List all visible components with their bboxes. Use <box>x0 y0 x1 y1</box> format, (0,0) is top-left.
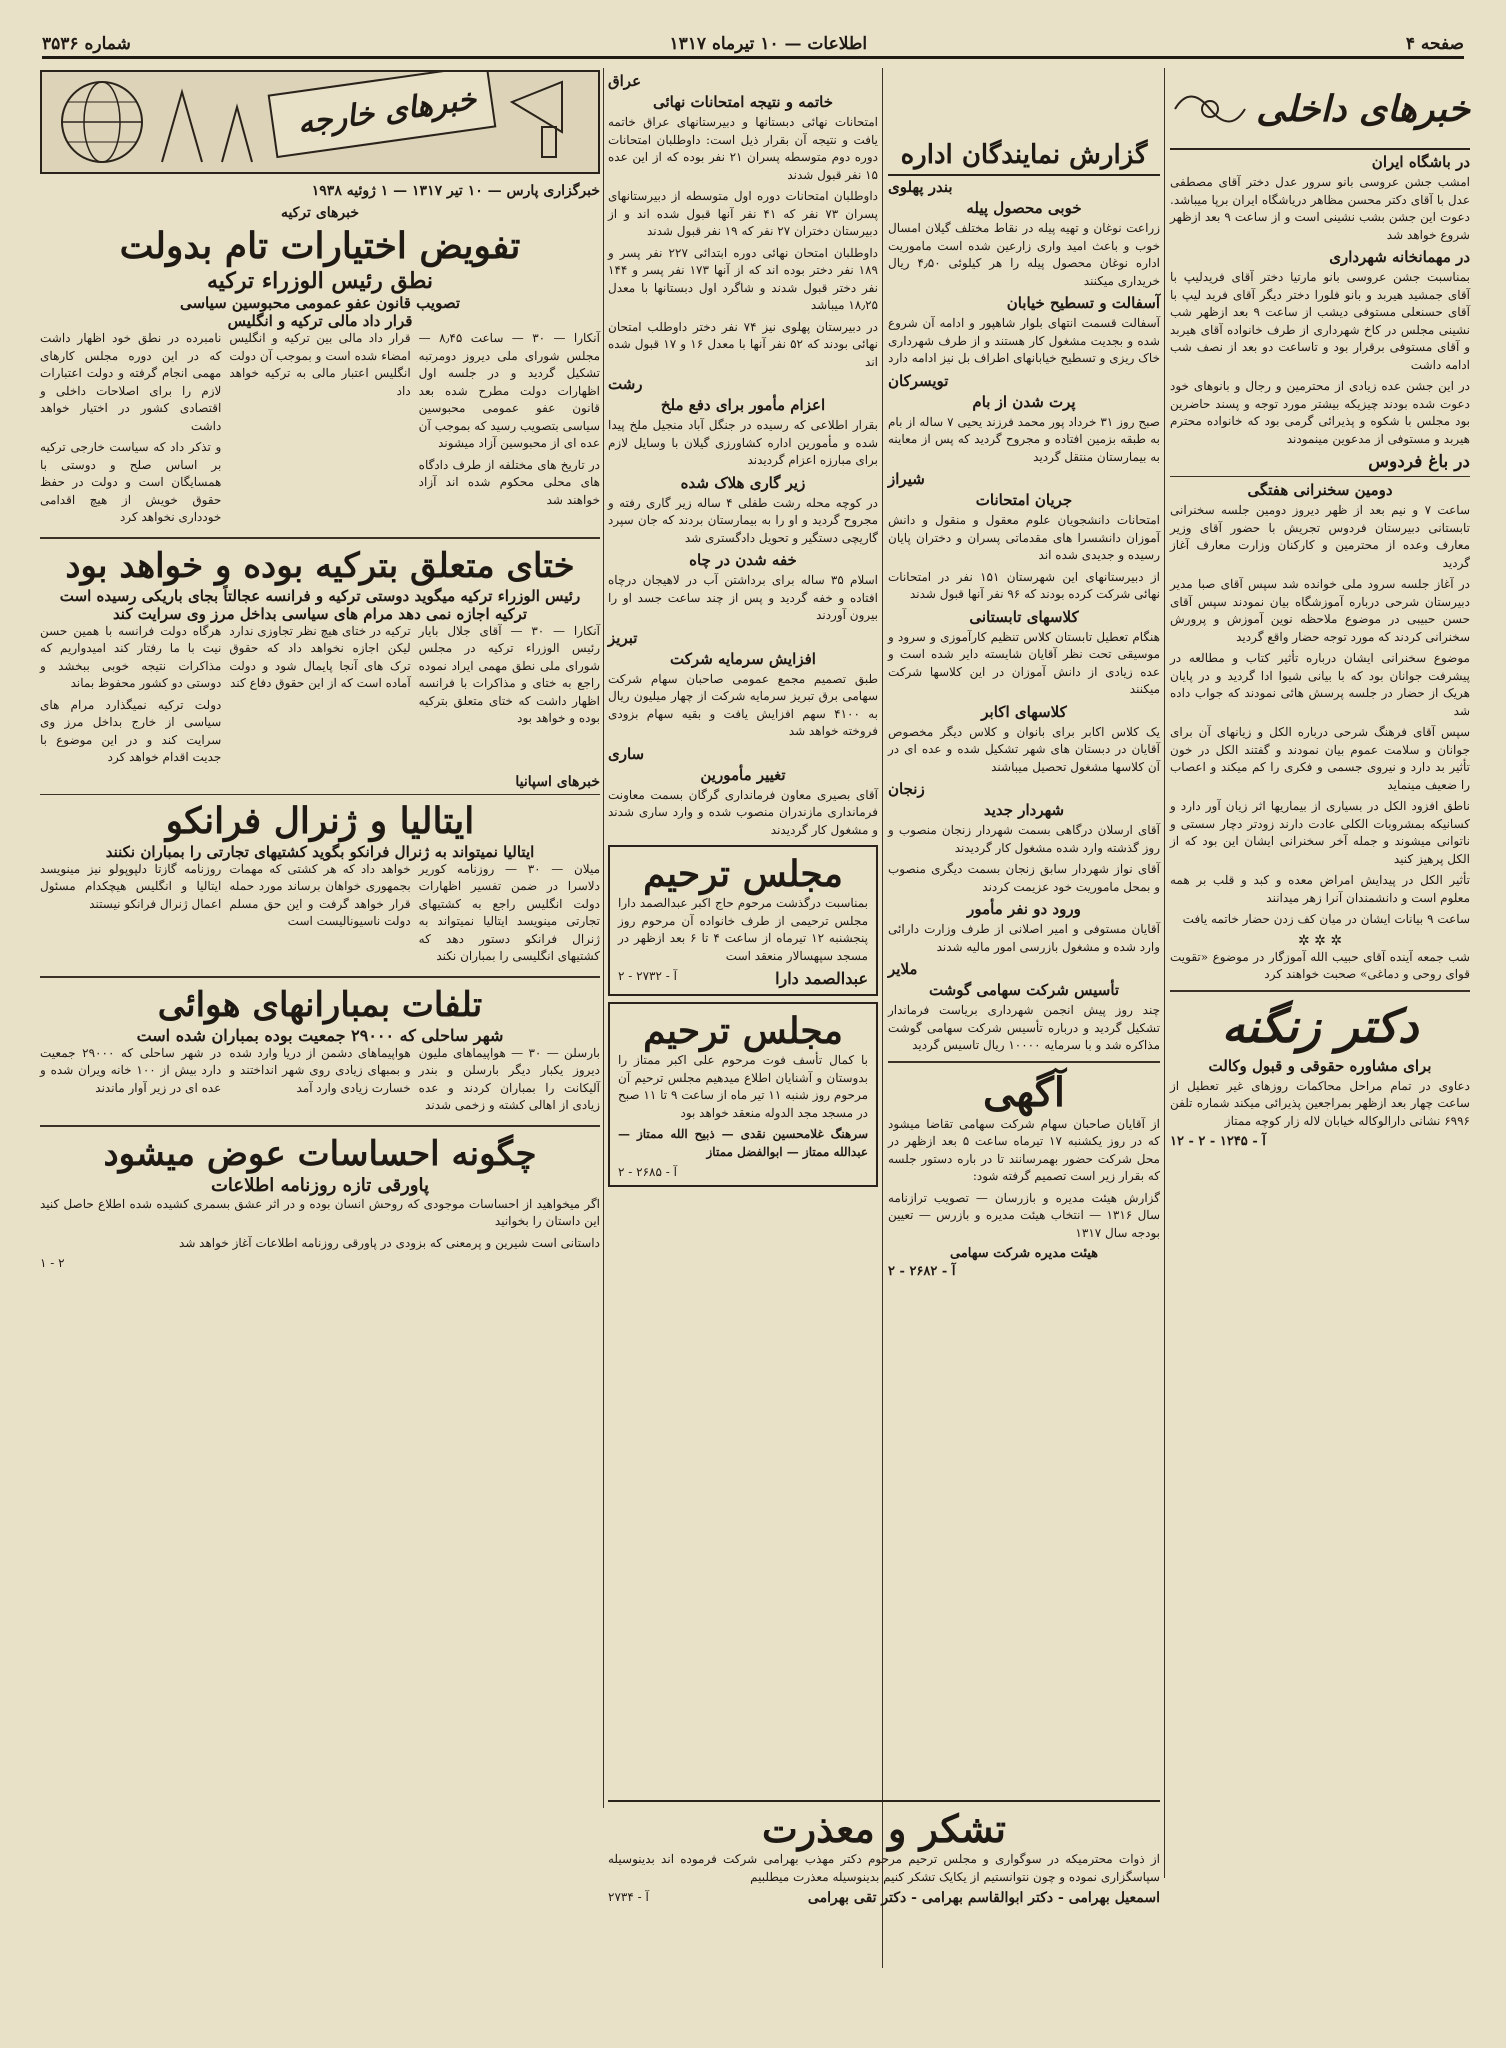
adult-text: یک کلاس اکابر برای بانوان و کلاس دیگر مخصوص آقایان در دبستان های شهر تشکیل شده و عده ای در آن کلاسها مشغول تحصیل میباشند <box>888 724 1160 774</box>
officer-text: آقای بصیری معاون فرمانداری گرگان بسمت معاونت فرمانداری مازندران منصوب شده و وارد ساری شدند و مشغول کار گردیدند <box>608 787 878 837</box>
mayor-text: آقای ارسلان درگاهی بسمت شهردار زنجان منصوب و روز گذشته وارد شده مشغول کار گردیدند <box>888 823 1160 855</box>
thanks-ref: آ - ۲۷۳۴ <box>608 1890 649 1904</box>
notice-ad <box>888 1069 1160 1280</box>
summer-title: کلاسهای تابستانی <box>969 607 1079 626</box>
subhead-finance: قرار داد مالی ترکیه و انگلیس <box>227 312 413 330</box>
speech-text-2: در آغاز جلسه سرود ملی خوانده شد سپس آقای صبا مدیر دبیرستان شرحی درباره آموزشگاه بیان نمودند سپس آقای حسن حبیبی در موضوع ملاحظه نوین آموزش و پرورش سخنرانی کردند که مورد توجه حضار واقع گردید <box>1170 577 1470 644</box>
thanks-title: تشکر و معذرت <box>762 1806 1006 1851</box>
fall-text: صبح روز ۳۱ خرداد پور محمد فرزند یحیی ۷ ساله از بام به طبقه بزمین افتاده و مجروح گردید که پس از معاینه به بیمارستان منتقل گردید <box>888 414 1160 464</box>
article-text: در تاریخ های مختلفه از طرف دادگاه های محلی محکوم شده اند آزاد خواهند شد <box>418 457 600 507</box>
municipal-text-2: در این جشن عده زیادی از محترمین و رجال و بانوهای خود دعوت شده بودند چیزیکه بیشتر مورد توجه و پسند حاضرین بود مجلس با شکوه و پذیرائی گرمی بود که خانواده محترم هیربد و مستوفی از مدعوین مینمودند <box>1170 379 1470 446</box>
domestic-header-title: خبرهای داخلی <box>1256 88 1470 130</box>
article-text: ترکیه در ختای هیچ نظر تجاوزی ندارد لیکن اجازه نخواهد داد که حقوق ترک های آنجا پایمال شود و دولت آماده است که از این حقوق دفاع کند <box>229 623 411 690</box>
subhead-amnesty: تصویب قانون عفو عمومی محبوسین سیاسی <box>179 294 461 312</box>
fall-title: پرت شدن از بام <box>972 392 1076 411</box>
cotton-title: خوبی محصول پیله <box>966 199 1082 217</box>
condolence-ref: آ - ۲۶۸۵ - ۲ <box>618 1165 677 1179</box>
adult-title: کلاسهای اکابر <box>981 702 1067 721</box>
speech-text-6: تأثیر الکل در پیدایش امراض معده و کبد و قلب بر همه معلوم است و دانشمندان آنرا زهر میدانند <box>1170 873 1470 905</box>
foreign-news-column <box>40 70 600 1270</box>
city-label: تویسرکان <box>888 371 949 390</box>
doctor-ad <box>1170 998 1470 1150</box>
notice-title: آگهی <box>983 1068 1065 1116</box>
speech-next: شب جمعه آینده آقای حبیب الله آموزگار در موضوع «تقویت قوای روحی و دماغی» صحبت خواهند کرد <box>1170 949 1470 981</box>
condolence-text: با کمال تأسف فوت مرحوم علی اکبر ممتاز را بدوستان و آشنایان اطلاع میدهیم مجلس ترحیم آن مرحوم روز شنبه ۱۱ تیر ماه از ساعت ۹ تا ۱۱ صبح در مسجد مجد الدوله منعقد خواهد بود <box>618 1053 869 1120</box>
masthead-date: اطلاعات — ۱۰ تیرماه ۱۳۱۷ <box>669 34 868 54</box>
condolence-ref: آ - ۲۷۳۲ - ۲ <box>618 969 677 983</box>
city-label: شیراز <box>888 470 925 488</box>
summer-text: هنگام تعطیل تابستان کلاس تنظیم کارآموزی و سرود و موسیقی تحت نظر آقایان شایسته دایر شده است و عده زیادی از دانش آموزان در این کلاسها شرکت میکنند <box>888 629 1160 696</box>
city-label: زنجان <box>888 780 925 798</box>
thanks-text: از ذوات محترمیکه در سوگواری و مجلس ترحیم مرحوم دکتر مهذب بهرامی شرکت فرموده اند بدینوسیله سپاسگزاری نموده و چون نتوانستیم از یکایک تشکر کنیم بدینوسیله معذرت میطلبیم <box>608 1852 1160 1884</box>
drown-title: زیر گاری هلاک شده <box>680 473 806 492</box>
agency-line: خبرگزاری پارس — ۱۰ تیر ۱۳۱۷ — ۱ ژوئیه ۱۹۳۸ <box>311 183 600 199</box>
article-text: روزنامه گازتا دلپوپولو نیز مینویسد ایتالیا و انگلیس هیچکدام مسئول اعمال ژنرال فرانکو نیستند <box>40 861 222 911</box>
condolence-title: مجلس ترحیم <box>643 1010 843 1052</box>
foreign-news-banner <box>40 70 600 174</box>
cotton-text: زراعت نوغان و تهیه پیله در نقاط مختلف گیلان امسال خوب و باعث امید واری زارعین شده است ماموریت اداره نوغان محصول پیله را هر کیلوئی ۴٫۵۰ ریال خریداری میکنند <box>888 221 1161 288</box>
iraq-text-4: در دبیرستان پهلوی نیز ۷۴ نفر دختر داوطلب امتحان نهائی بودند که ۵۲ نفر آنها با معدل ۱۶ و ۱۷ قبول شده اند <box>608 319 879 369</box>
masthead <box>42 32 1464 59</box>
clerks-text: آقایان مستوفی و امیر اصلانی از طرف وزارت دارائی وارد شده و مشغول بازرسی امور مالیه شدند <box>888 922 1160 954</box>
subhead-air-raids: شهر ساحلی که ۲۹۰۰۰ جمعیت بوده بمباران شده است <box>136 1025 504 1045</box>
condolence-box-1 <box>608 845 878 996</box>
city-label: بندر پهلوی <box>888 178 953 196</box>
article-text: هواپیماهای دشمن از دریا وارد شده و بمبهای زیادی روی شهر انداختند و خسارت زیادی وارد آمد <box>229 1045 411 1095</box>
notice-sign: هیئت مدیره شرکت سهامی <box>949 1246 1099 1261</box>
foreign-news-title: خبرهای خارجه <box>295 81 479 142</box>
mayor-text-2: آقای نواز شهردار سابق زنجان بسمت دیگری منصوب و بمحل ماموریت خود عزیمت کردند <box>888 862 1160 894</box>
locust-title: اعزام مأمور برای دفع ملخ <box>660 396 826 414</box>
turkey-label: خبرهای ترکیه <box>280 205 360 221</box>
condolence-names: سرهنگ غلامحسین نقدی — ذبیح الله ممتاز — عبدالله ممتاز — ابوالفضل ممتاز <box>618 1127 868 1159</box>
article-text: آنکارا — ۳۰ — ساعت ۸٫۴۵ — مجلس شورای ملی دیروز دومرتبه تشکیل گردید و در جلسه اول اظهارات دولت مطرح شده بعد قانون عفو عمومی محبوسین سیاسی بتصویب رسید که بموجب آن عده ای از محبوسین آزاد میشوند <box>418 331 600 450</box>
condolence-box-2 <box>608 1002 878 1187</box>
article-text: میلان — ۳۰ — روزنامه کوریر دلاسرا در ضمن تفسیر اظهارات دولت انگلیس راجع به کشتیهای تجارتی مینویسد ایتالیا نمیتواند به ژنرال فرانکو دستور دهد که کشتیهای انگلیسی را بمباران نکند <box>418 861 600 963</box>
article-text: داستانی است شیرین و پرمعنی که بزودی در پاورقی روزنامه اطلاعات آغاز خواهد شد <box>179 1235 600 1250</box>
exam-text-2: از دبیرستانهای این شهرستان ۱۵۱ نفر در امتحانات نهائی شرکت کرده بودند که ۹۶ نفر آنها قبول شدند <box>888 569 1160 601</box>
column-divider <box>1164 68 1165 1878</box>
speech-text-3: موضوع سخنرانی ایشان درباره تأثیر کتاب و مطالعه در پیشرفت جوانان بود که با بیانی شیوا ادا گردید و در پایان هریک از حضار در جلسه پرسش هائی نمودند که جواب داده شد <box>1170 651 1470 718</box>
domestic-news-column <box>1170 70 1470 1152</box>
iraq-text-2: داوطلبان امتحانات دوره اول متوسطه از دبیرستانهای پسران ۷۳ نفر که ۴۱ نفر آنها قبول شده اند و از دبیرستان دختران ۲۷ نفر که ۱۹ نفر قبول شدند <box>608 189 878 238</box>
club-title: در باشگاه ایران <box>1371 153 1470 171</box>
domestic-header <box>1170 70 1470 150</box>
article-text: در شهر ساحلی که ۲۹۰۰۰ جمعیت دارد بیش از ۱۰۰ خانه ویران شده و عده ای در زیر آوار ماندند <box>40 1045 222 1095</box>
article-text: دولت ترکیه نمیگذارد مرام های سیاسی از خارج بداخل مرز وی سرایت کند و در این موضوع با جدیت اقدام خواهد کرد <box>40 697 222 764</box>
city-label: ساری <box>608 744 645 763</box>
city-label: رشت <box>608 375 643 393</box>
article-text: اگر میخواهید از احساسات موجودی که روحش انسان بوده و در اثر عشق بسمری کشیده شده اطلاع حاصل کنید این داستان را بخوانید <box>40 1196 600 1228</box>
issue-number: شماره ۳۵۳۶ <box>42 34 131 54</box>
club-text: امشب جشن عروسی بانو سرور عدل دختر آقای مصطفی عدل با آقای دکتر محسن مظاهر دریاشگاه ایران برپا میباشد. دعوت این جشن بشب نشینی است و از ساعت ۹ بعد ازظهر شروع خواهد شد <box>1170 175 1471 242</box>
headline-italy-franco: ایتالیا و ژنرال فرانکو <box>165 799 475 842</box>
notice-items: گزارش هیئت مدیره و بازرسان — تصویب ترازنامه سال ۱۳۱۶ — انتخاب هیئت مدیره و بازرس — تعیین بودجه سال ۱۳۱۷ <box>888 1190 1161 1240</box>
exam-text: امتحانات دانشجویان علوم معقول و منقول و دانش آموزان دانشسرا های مقدماتی پسران و دختران پایان رسیده و جدیدی شده اند <box>888 513 1160 562</box>
headline-serial: چگونه احساسات عوض میشود <box>103 1133 537 1174</box>
speech-text-4: سپس آقای فرهنگ شرحی درباره الکل و زیانهای آن برای جوانان و سلامت عموم بیان نمودند و گفتند الکل در خون تأثیر بد دارد و نیروی جسمی و فکری را کم میکند و اعصاب را ضعیف مینماید <box>1170 725 1470 792</box>
ornament-icon <box>1170 79 1250 139</box>
iraq-text-1: امتحانات نهائی دبستانها و دبیرستانهای عراق خاتمه یافت و نتیجه آن بقرار ذیل است: داوطلبان امتحانات دوره دوم متوسطه پسران ۲۱ نفر بوده که از این عده ۱۵ نفر قبول شدند <box>608 115 878 182</box>
article-text: بارسلن — ۳۰ — هواپیماهای ملیون دیروز یکبار دیگر بارسلن و بندر آلیکانت را بمباران کردند و عده زیادی از اهالی کشته و زخمی شدند <box>418 1045 600 1112</box>
speech-text-5: ناطق افزود الکل در بسیاری از بیماریها اثر زیان آور دارد و کسانیکه بمشروبات الکلی عادت دارند زودتر دچار سستی و ناتوانی میشوند و جمله آخر سخنرانی ایشان این بود که از الکل پرهیز کنید <box>1170 799 1470 866</box>
thanks-sign: اسمعیل بهرامی - دکتر ابوالقاسم بهرامی - دکتر تقی بهرامی <box>807 1890 1160 1906</box>
capital-text: طبق تصمیم مجمع عمومی صاحبان سهام شرکت سهامی برق تبریز سرمایه شرکت از چهار میلیون ریال به ۴۱۰۰ سهم افزایش یافت و بقیه سهام بزودی فروخته خواهد شد <box>608 671 878 738</box>
column-divider <box>603 68 604 1808</box>
condolence-title: مجلس ترحیم <box>643 853 843 895</box>
locust-text: بقرار اطلاعی که رسیده در جنگل آباد منجیل ملخ پیدا شده و مأمورین اداره کشاورزی گیلان با وسایل لازم برای مبارزه اعزام گردیدند <box>608 418 878 467</box>
doctor-text: دعاوی در تمام مراحل محاکمات روزهای غیر تعطیل از ساعت چهار بعد ازظهر بمراجعین پذیرائی میکند شماره تلفن ۶۹۹۶ نشانی دارالوکاله خیابان لاله زار کوچه ممتاز <box>1170 1078 1470 1128</box>
reporters-column <box>888 70 1160 1282</box>
condolence-text: بمناسبت درگذشت مرحوم حاج اکبر عبدالصمد دارا مجلس ترحیمی از طرف خانواده آن مرحوم روز پنجشنبه ۱۲ تیرماه از ساعت ۴ تا ۶ بعد ازظهر در مسجد سپهسالار منعقد است <box>618 896 869 963</box>
doctor-line: برای مشاوره حقوقی و قبول وکالت <box>1208 1056 1432 1075</box>
article-text: قرار داد مالی بین ترکیه و انگلیس امضاء شده است و بموجب آن دولت انگلیس اعتبار مالی به ترکیه خواهد داد <box>229 331 411 398</box>
serial-ref: ۲ - ۱ <box>40 1256 65 1270</box>
subhead-turkey-speech: نطق رئیس الوزراء ترکیه <box>207 268 433 294</box>
notice-ref: آ - ۲۶۸۲ - ۲ <box>888 1264 956 1279</box>
city-label: ملایر <box>888 960 918 978</box>
article-text: هرگاه دولت فرانسه با همین حسن نیت با ما رفتار کند امیدواریم که مذاکرات نتیجه خوبی ببخشد و دوستی دو کشور محفوظ بماند <box>40 623 222 690</box>
doctor-ref: آ - ۱۲۴۵ - ۲ - ۱۲ <box>1170 1134 1266 1149</box>
exam-title: جریان امتحانات <box>975 491 1073 509</box>
ferdows-title: در باغ فردوس <box>1368 452 1470 472</box>
doctor-name: دکتر زنگنه <box>1221 998 1419 1053</box>
page-number: صفحه ۴ <box>1405 34 1464 54</box>
municipal-text: بمناسبت جشن عروسی بانو مارتیا دختر آقای فریدلیپ با آقای جمشید هیربد و بانو فلورا دختر دیگر آقای فرید لیپ با آقای حسنعلی مستوفی دیشب از ساعت ۹ بعد ازظهر شب نشینی مجلس در کاخ شهرداری از طرف خانواده آقای هیربد و آقای مستوفی برقرار بود و تاساعت دو بعد از نصف شب ادامه داشت <box>1170 270 1470 372</box>
speech-text-7: ساعت ۹ بیانات ایشان در میان کف زدن حضار خاتمه یافت <box>1182 912 1470 926</box>
headline-turkey-powers: تفویض اختیارات تام بدولت <box>119 225 521 267</box>
speech-title: دومین سخنرانی هفتگی <box>1247 481 1393 499</box>
asphalt-text: آسفالت قسمت انتهای بلوار شاهپور و ادامه آن شروع شده و بجدیت مشغول کار هستند و از طرف شهرداری خاک ریزی و تسطیح خیابانهای اطراف بل نیز ادامه دارد <box>888 316 1160 365</box>
condolence-sign: عبدالصمد دارا <box>775 969 868 988</box>
mayor-title: شهردار جدید <box>983 801 1065 819</box>
city-label: تبریز <box>608 628 638 647</box>
column-divider <box>882 68 883 1968</box>
subhead-serial: پاورقی تازه روزنامه اطلاعات <box>210 1174 429 1196</box>
municipal-title: در مهمانخانه شهرداری <box>1329 248 1470 266</box>
headline-hatay: ختای متعلق بترکیه بوده و خواهد بود <box>65 545 575 586</box>
headline-air-raids: تلفات بمبارانهای هوائی <box>157 984 483 1025</box>
spain-label: خبرهای اسپانیا <box>515 773 600 790</box>
speech-text: ساعت ۷ و نیم بعد از ظهر دیروز دومین جلسه سخنرانی تابستانی دبیرستان فردوس تجریش با حضور آقای وزیر معارف وعده از محترمین و کارکنان وزارت معارف آغاز گردید <box>1170 503 1471 570</box>
drown-text: در کوچه محله رشت طفلی ۴ ساله زیر گاری رفته و مجروح گردید و او را به بیمارستان بردند که جان سپرد گاریچی دستگیر و تحویل دادگستری شد <box>608 495 878 545</box>
star-divider: ✲ ✲ ✲ <box>1297 932 1343 949</box>
iraq-title: خاتمه و نتیجه امتحانات نهائی <box>653 93 833 111</box>
thanks-notice <box>608 1800 1160 1906</box>
article-text: و تذکر داد که سیاست خارجی ترکیه بر اساس صلح و دوستی با همسایگان است و دولت در حفظ حقوق خویش از هیچ اقدامی خودداری نخواهد کرد <box>40 440 222 524</box>
clerks-title: ورود دو نفر مأمور <box>967 900 1081 918</box>
city-label: عراق <box>608 72 642 90</box>
asphalt-title: آسفالت و تسطیح خیابان <box>1006 294 1160 312</box>
subhead-italy: ایتالیا نمیتواند به ژنرال فرانکو بگوید کشتیهای تجارتی را بمباران نکنند <box>105 842 535 861</box>
provincial-column <box>608 70 878 1193</box>
article-text: آنکارا — ۳۰ — آقای جلال بایار رئیس الوزراء ترکیه در مجلس شورای ملی نطق مهمی ایراد نموده راجع به ختای و مذاکرات با فرانسه اظهار داشت که ختای متعلق بترکیه بوده و خواهد بود <box>418 623 601 725</box>
meat-title: تأسیس شرکت سهامی گوشت <box>928 981 1120 999</box>
reporters-header: گزارش نمایندگان اداره <box>888 140 1160 176</box>
meat-text: چند روز پیش انجمن شهرداری بریاست فرماندار تشکیل گردید و درباره تأسیس شرکت سهامی گوشت مذاکره شد و با سرمایه ۱۰۰۰۰ ریال تاسیس گردید <box>888 1003 1160 1052</box>
tree-title: خفه شدن در چاه <box>689 551 797 569</box>
article-text: نامبرده در نطق خود اظهار داشت که در این دوره مجلس کارهای مهمی انجام گرفته و دولت اعتبارات لازم را برای اصلاحات داخلی و اقتصادی کشور در اختیار خواهد داشت <box>40 331 222 433</box>
iraq-text-3: داوطلبان امتحان نهائی دوره ابتدائی ۲۲۷ نفر پسر و ۱۸۹ نفر دختر بوده اند که از آنها ۱۷۳ نفر پسر و ۱۴۴ نفر دختر قبول شدند و شاگرد اول دبستانها با معدل ۱۸٫۲۵ میباشد <box>608 245 879 312</box>
subhead-hatay-2: ترکیه اجازه نمی دهد مرام های سیاسی بداخل مرز وی سرایت کند <box>112 604 528 623</box>
officer-title: تغییر مأمورین <box>700 765 786 784</box>
tree-text: اسلام ۳۵ ساله برای برداشتن آب در لاهیجان درچاه افتاده و خفه گردید و پس از چند ساعت جسد او را بیرون آوردند <box>608 573 878 622</box>
capital-title: افزایش سرمایه شرکت <box>670 649 816 668</box>
notice-text: از آقایان صاحبان سهام شرکت سهامی تقاضا میشود که در روز یکشنبه ۱۷ تیرماه ساعت ۵ بعد ازظهر در محل شرکت حضور بهمرسانند تا در باره دستور جلسه که بقرار زیر است تصمیم گرفته شود: <box>888 1116 1161 1183</box>
article-text: خواهد داد که هر کشتی که مهمات بجمهوری خواهان برساند مورد حمله قرار خواهد گرفت و این حق مسلم دولت ناسیونالیست است <box>229 861 411 928</box>
subhead-hatay: رئیس الوزراء ترکیه میگوید دوستی ترکیه و فرانسه عجالتاً بجای باریکی رسیده است <box>59 586 581 605</box>
